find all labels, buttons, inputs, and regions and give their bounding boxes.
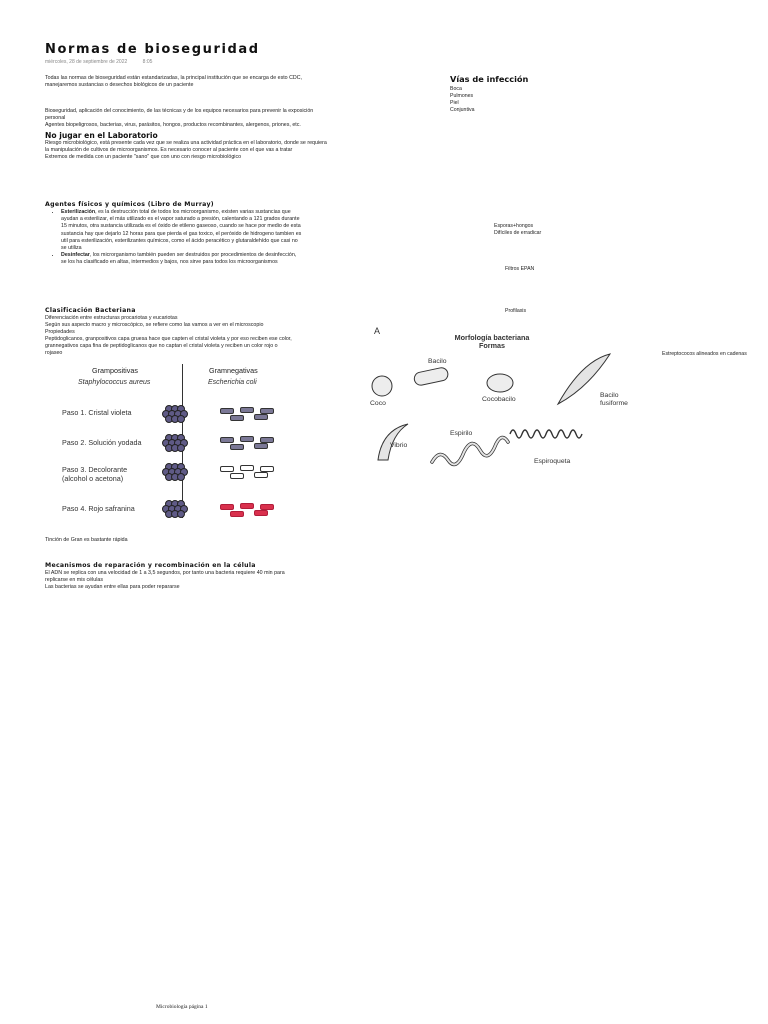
page-time: 8:05 (142, 59, 153, 65)
gram-negative-species: Escherichia coli (208, 379, 257, 386)
clasificacion-heading: Clasificación Bacteriana (45, 307, 136, 314)
vias-item: Pulmones (450, 93, 474, 99)
agentes-line: ayudan a esterilizar, el más utilizado es el vapor saturado a presión, calentando a 121 grados durante (61, 216, 300, 223)
side-note-profilaxis: Profilaxis (505, 308, 527, 314)
mecanismos-line: Las bacterias se ayudan entre ellas para poder repararse (45, 584, 180, 590)
gram-step-4: Paso 4. Rojo safranina (62, 504, 135, 513)
agentes-section (45, 201, 365, 267)
gram-caption: Tinción de Gran es bastante rápida (45, 537, 128, 543)
agentes-term: Esterilización (61, 209, 96, 215)
lab-line: Riesgo microbiológico, está presente cada vez que se realiza una actividad práctica en el laboratorio, donde se requiera (45, 140, 327, 146)
agentes-line: se los ha clasificado en altas, intermedios y bajos, nos sirve para todos los microorganismos (61, 259, 278, 266)
mecanismos-line: replicarse en mis células (45, 577, 103, 583)
vias-item: Conjuntiva (450, 107, 475, 113)
bacilo-shape (413, 367, 449, 387)
side-note-line: Difíciles de erradicar (494, 230, 542, 236)
clasificacion-section (45, 307, 355, 357)
side-note-estreptococos: Estreptococos alineados en cadenas (662, 351, 747, 357)
agentes-line: se utiliza (61, 245, 82, 252)
agentes-heading: Agentes físicos y químicos (Libro de Murray) (45, 201, 214, 208)
vias-section (450, 74, 528, 114)
bio-paragraph (45, 108, 435, 129)
figure-letter: A (374, 326, 381, 336)
label-bacilo: Bacilo (428, 358, 447, 365)
gram-negative-rods (220, 503, 290, 523)
coco-shape (372, 376, 392, 396)
label-cocobacilo: Cocobacilo (482, 396, 516, 403)
lab-line: la manipulación de cultivos de microorganismos. Es necesario conocer al paciente con el que vas a tratar (45, 147, 293, 153)
page-title: Normas de bioseguridad (45, 42, 260, 57)
gram-step-2: Paso 2. Solución yodada (62, 438, 142, 447)
lab-section (45, 131, 445, 161)
page-footer: Microbiología página 1 (156, 1004, 208, 1010)
agentes-line: , es la destrucción total de todos los microorganismo, existen varias sustancias que (95, 209, 291, 215)
gram-step-3: Paso 3. Decolorante (alcohol o acetona) (62, 465, 128, 483)
clasificacion-line: Propiedades (45, 329, 75, 335)
bio-line: personal (45, 115, 66, 121)
label-espirilo: Espirilo (450, 430, 473, 437)
lab-heading: No jugar en el Laboratorio (45, 131, 158, 140)
intro-line: Todas las normas de bioseguridad están estandarizadas, la principal institución que se encarga de esto CDC, (45, 75, 303, 81)
vias-item: Piel (450, 100, 459, 106)
agentes-term: Desinfectar (61, 252, 90, 259)
cocobacilo-shape (487, 374, 513, 392)
lab-line: Extremos de medida con un paciente "sano" que con uno con riesgo microbiológico (45, 154, 242, 160)
page-date: miércoles, 28 de septiembre de 2022 (45, 59, 128, 65)
label-coco: Coco (370, 400, 386, 407)
vias-heading: Vías de infección (450, 74, 529, 84)
agentes-item-desinfectar (61, 252, 365, 266)
label-espiroqueta: Espiroqueta (534, 458, 571, 465)
clasificacion-line: Diferenciación entre estructuras procariotas y eucariotas (45, 315, 178, 321)
page-meta (45, 59, 166, 65)
morphology-figure (362, 326, 648, 474)
clasificacion-line: rojaseo (45, 350, 63, 356)
agentes-line: sustancia hay que dejarlo 12 horas para que pierda el gas toxico, el peróxido de hidrogeno tambien es (61, 230, 302, 237)
side-note-line: Esporas+hongos (494, 223, 534, 229)
agentes-line: util para esterilización, esterilizantes químicos, como el ácido peracético y glutaraldehído que casi no (61, 237, 298, 244)
agentes-line: , los microrganismo también pueden ser destruidos por procedimientos de desinfección, (89, 252, 297, 259)
side-note-esporas (494, 223, 541, 237)
clasificacion-line: Peptidoglicanos, granpositivos capa gruesa hace que capten el cristal violeta y por eso reciben ese color, (45, 336, 292, 342)
gram-positive-cocci (162, 405, 190, 425)
label-fusiforme: Bacilo fusiforme (600, 392, 628, 407)
gram-negative-rods (220, 436, 290, 456)
clasificacion-line: Según sus aspecto macro y microscópico, se refiere como las vamos a ver en el microscopio (45, 322, 264, 328)
gram-negative-rods (220, 465, 290, 485)
bio-line: Agentes biopeligrosos, bacterias, virus, parásitos, hongos, productos recombinantes, alergenos, priones, etc. (45, 122, 301, 128)
gram-stain-figure (44, 362, 334, 522)
gram-negative-header: Gramnegativas (209, 366, 258, 375)
intro-line: manejaremos sustancias o desechos biológicos de un paciente (45, 82, 194, 88)
gram-positive-cocci (162, 463, 190, 483)
clasificacion-line: grannegativos capa fina de peptidoglicanos que no captan el cristal violeta y reciben un color rojo o (45, 343, 278, 349)
mecanismos-line: El ADN se replica con una velocidad de 1 a 3,5 segundos, por tanto una bacteria requiere 40 min para (45, 570, 285, 576)
gram-positive-cocci (162, 500, 190, 520)
gram-positive-species: Staphylococcus aureus (78, 379, 151, 386)
agentes-item-esterilizacion (61, 209, 365, 252)
side-note-filtros: Filtros EPAN (505, 266, 535, 272)
gram-step-1: Paso 1. Cristal violeta (62, 408, 132, 417)
mecanismos-section (45, 562, 365, 591)
espiroqueta-shape (510, 430, 582, 438)
gram-positive-header: Grampositivas (92, 366, 138, 375)
intro-paragraph (45, 75, 425, 89)
vias-item: Boca (450, 86, 462, 92)
gram-negative-rods (220, 407, 290, 427)
morphology-title: Morfología bacteriana Formas (454, 333, 530, 350)
agentes-line: 15 minutos, otra sustancia utilizada es el óxido de etileno gaseoso, cuando se hace por medio de esta (61, 223, 301, 230)
mecanismos-heading: Mecanismos de reparación y recombinación en la célula (45, 562, 256, 569)
label-vibrio: Vibrio (390, 442, 408, 449)
gram-positive-cocci (162, 434, 190, 454)
bio-line: Bioseguridad, aplicación del conocimiento, de las técnicas y de los equipos necesarios para prevenir la exposición (45, 108, 314, 114)
